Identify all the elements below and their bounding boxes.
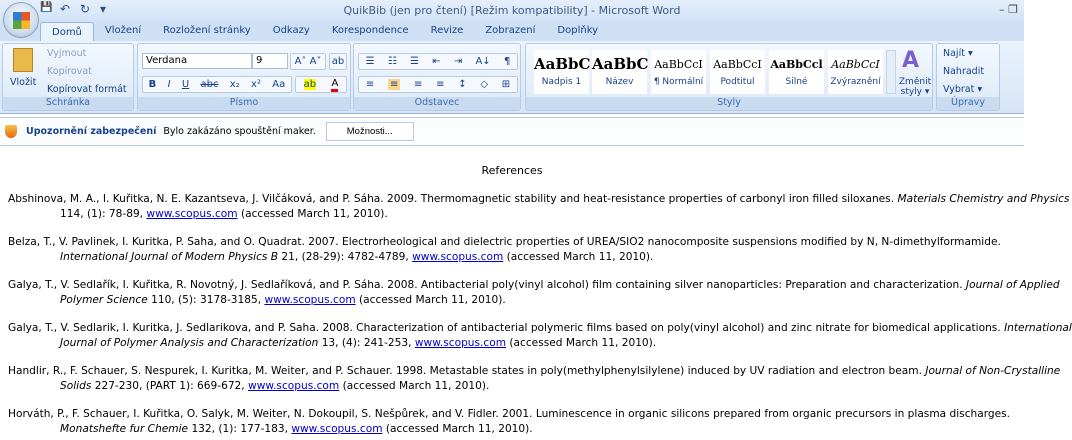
style-preview: AaBbC [592, 55, 649, 73]
paste-button[interactable]: Vložit [10, 77, 37, 88]
scopus-link[interactable]: www.scopus.com [248, 380, 340, 392]
tab-mailings[interactable]: Korespondence [331, 25, 409, 36]
clear-formatting-button[interactable]: ab [329, 53, 347, 70]
superscript-button[interactable]: x² [251, 79, 261, 90]
undo-icon[interactable]: ↶ [60, 2, 71, 16]
accessed-date: (accessed March 11, 2010). [339, 380, 490, 392]
increase-indent-button[interactable]: ⇥ [453, 56, 463, 67]
decrease-indent-button[interactable]: ⇤ [432, 56, 441, 67]
references-heading: References [481, 164, 543, 177]
reference-entry [8, 192, 1069, 222]
reference-text: Horváth, P., F. Schauer, I. Kuřitka, O. Salyk, M. Weiter, N. Dokoupil, S. Nešpůrek, and V. Fidler. 2001. Luminescence in organic silicons prepared from organic precursors in plasma discharges. [8, 408, 1011, 420]
font-color-button[interactable]: A [331, 78, 338, 92]
journal-title: Solids [60, 380, 92, 392]
underline-button[interactable]: U [181, 79, 190, 90]
save-icon[interactable]: 💾 [40, 2, 53, 13]
window-title: QuikBib (jen pro čtení) [Režim kompatibility] - Microsoft Word [343, 4, 681, 17]
align-left-button[interactable]: ≡ [365, 79, 375, 90]
style-strong[interactable] [769, 50, 824, 94]
tab-home[interactable]: Domů [40, 22, 94, 41]
accessed-date: (accessed March 11, 2010). [355, 294, 506, 306]
accessed-date: (accessed March 11, 2010). [503, 251, 654, 263]
scopus-link[interactable]: www.scopus.com [291, 423, 383, 435]
grow-font-icon[interactable]: A˄ [294, 56, 307, 67]
journal-title: International Journal of Modern Physics B [60, 251, 279, 263]
reference-text: Belza, T., V. Pavlinek, I. Kuritka, P. Saha, and O. Quadrat. 2007. Electrorheological and dielectric properties of UREA/SIO2 nanocomposite suspensions modified by N, N-dimethylformamide. [8, 236, 1001, 248]
ribbon [0, 41, 1024, 114]
align-center-button[interactable]: ≡ [389, 79, 399, 90]
reference-line-1 [8, 407, 1010, 422]
style-name: Nadpis 1 [541, 77, 582, 87]
shield-icon [5, 125, 17, 138]
restore-button[interactable]: ❐ [1008, 3, 1018, 16]
clipboard-group-label: Schránka [3, 97, 133, 110]
clipboard-group [2, 43, 134, 111]
paragraph-group [353, 43, 521, 111]
font-group [137, 43, 351, 111]
accessed-date: (accessed March 11, 2010). [506, 337, 657, 349]
customize-qat-icon[interactable]: ▾ [100, 2, 107, 16]
editing-group-label: Úpravy [937, 97, 999, 110]
change-styles-icon: A [902, 48, 920, 73]
tab-addins[interactable]: Doplňky [557, 25, 599, 36]
tab-insert[interactable]: Vložení [104, 25, 142, 36]
tab-references[interactable]: Odkazy [272, 25, 310, 36]
journal-title: Journal of Non-Crystalline [925, 365, 1061, 377]
ribbon-tabs [0, 21, 1024, 41]
reference-details: 110, (5): 3178-3185, [147, 294, 265, 306]
font-size-select[interactable]: 9 [252, 53, 288, 69]
style-name: Silné [785, 77, 808, 87]
show-marks-button[interactable]: ¶ [503, 56, 511, 67]
change-case-button[interactable]: Aa [272, 79, 286, 90]
document-page[interactable] [0, 148, 1072, 440]
reference-line-2 [8, 293, 1060, 308]
styles-scrollbar[interactable] [886, 50, 896, 94]
style-name: Zvýraznění [830, 77, 881, 87]
paste-icon [13, 48, 33, 72]
journal-title: Journal of Polymer Analysis and Characterization [60, 337, 319, 349]
style-title[interactable] [592, 50, 647, 94]
style-name: Podtitul [720, 77, 755, 87]
style-name: ¶ Normální [653, 77, 704, 87]
journal-title: Polymer Science [60, 294, 148, 306]
tab-view[interactable]: Zobrazení [485, 25, 536, 36]
editing-group [936, 43, 1000, 111]
reference-details: 227-230, (PART 1): 669-672, [91, 380, 249, 392]
reference-line-1 [8, 235, 1001, 250]
reference-line-1 [8, 364, 1060, 379]
reference-line-2 [8, 422, 1010, 437]
style-preview: AaBbCcI [713, 58, 762, 71]
reference-text: Galya, T., V. Sedlarik, I. Kuritka, J. Sedlarikova, and P. Saha. 2008. Characterization of antibacterial polymeric films based on poly(vinyl alcohol) and zinc nitrate for biomedical applications. [8, 322, 1005, 334]
font-format-buttons [142, 76, 292, 93]
security-warning-bar [0, 117, 1024, 146]
reference-text: Abshinova, M. A., I. Kuřitka, N. E. Kazantseva, J. Vilčáková, and P. Sáha. 2009. Thermomagnetic stability and heat-resistance properties of carbonyl iron filled siloxanes. [8, 193, 898, 205]
styles-group [525, 43, 933, 111]
sort-button[interactable]: A↓ [475, 56, 491, 67]
find-button[interactable]: Najít ▾ [943, 48, 973, 59]
reference-line-2 [8, 207, 1069, 222]
reference-entry [8, 278, 1060, 308]
style-heading1[interactable] [534, 50, 589, 94]
tab-page-layout[interactable]: Rozložení stránky [163, 25, 251, 36]
subscript-button[interactable]: x₂ [229, 79, 240, 90]
window-controls [999, 3, 1018, 16]
change-styles-button[interactable]: Změnit styly ▾ [898, 77, 932, 97]
bullets-button[interactable]: ☰ [365, 56, 375, 67]
tab-review[interactable]: Revize [430, 25, 464, 36]
grow-shrink-font-button[interactable] [290, 53, 326, 70]
scopus-link[interactable]: www.scopus.com [414, 337, 507, 349]
color-buttons [295, 76, 347, 93]
office-logo-icon [13, 12, 30, 29]
reference-entry [8, 364, 1060, 394]
security-warning-title: Upozornění zabezpečení [26, 126, 157, 137]
journal-title: Journal of Applied [965, 279, 1060, 291]
shading-button[interactable]: ◇ [480, 79, 489, 90]
format-painter-button[interactable]: Kopírovat formát [47, 84, 127, 95]
reference-line-1 [8, 321, 1072, 336]
justify-button[interactable]: ≡ [436, 79, 445, 90]
italic-button[interactable]: I [167, 79, 171, 90]
style-normal[interactable] [651, 50, 706, 94]
strikethrough-button[interactable]: abc [200, 79, 219, 90]
reference-details: 132, (1): 177-183, [188, 423, 292, 435]
line-spacing-button[interactable]: ↕ [458, 79, 467, 90]
reference-line-1 [8, 192, 1069, 207]
style-emphasis[interactable] [828, 50, 883, 94]
reference-details: 13, (4): 241-253, [318, 337, 415, 349]
accessed-date: (accessed March 11, 2010). [237, 208, 388, 220]
office-button[interactable] [3, 2, 39, 38]
reference-line-2 [8, 250, 1001, 265]
options-button[interactable]: Možnosti... [326, 122, 414, 141]
reference-text: Galya, T., V. Sedlařík, I. Kuřitka, R. Novotný, J. Sedlaříková, and P. Sáha. 2008. Antibacterial poly(vinyl alcohol) film containing silver nanoparticles: Preparation and characterization. [8, 279, 966, 291]
replace-button[interactable]: Nahradit [943, 66, 985, 77]
font-group-label: Písmo [138, 97, 350, 110]
journal-title: International [1004, 322, 1072, 334]
minimize-button[interactable]: – [999, 3, 1005, 16]
cut-button[interactable]: Vyjmout [47, 48, 87, 59]
highlight-button[interactable]: ab [303, 79, 317, 90]
reference-details: 21, (28-29): 4782-4789, [278, 251, 413, 263]
security-warning-message: Bylo zakázáno spouštění maker. [163, 126, 316, 137]
align-right-button[interactable]: ≡ [414, 79, 423, 90]
reference-entry [8, 321, 1072, 351]
bold-button[interactable]: B [148, 79, 157, 90]
scopus-link[interactable]: www.scopus.com [412, 251, 504, 263]
align-buttons [358, 76, 518, 93]
font-name-select[interactable]: Verdana [142, 53, 252, 69]
style-subtitle[interactable] [710, 50, 765, 94]
redo-icon[interactable]: ↻ [80, 2, 91, 16]
reference-entry [8, 235, 1001, 265]
reference-details: 114, (1): 78-89, [60, 208, 147, 220]
accessed-date: (accessed March 11, 2010). [382, 423, 533, 435]
reference-text: Handlir, R., F. Schauer, S. Nespurek, I. Kuritka, M. Weiter, and P. Schauer. 1998. Metastable states in poly(methylphenylsilylene) induced by UV radiation and electron beam. [8, 365, 926, 377]
title-bar [0, 0, 1024, 21]
multilevel-list-button[interactable]: ☰ [410, 56, 419, 67]
paragraph-group-label: Odstavec [354, 97, 520, 110]
reference-entry [8, 407, 1010, 437]
reference-line-2 [8, 336, 1072, 351]
copy-button[interactable]: Kopírovat [47, 66, 92, 77]
journal-title: Monatshefte fur Chemie [60, 423, 189, 435]
style-preview: AaBbCcI [831, 58, 880, 71]
select-button[interactable]: Vybrat ▾ [943, 84, 983, 95]
styles-group-label: Styly [526, 97, 932, 110]
numbering-button[interactable]: ☷ [387, 56, 397, 67]
style-preview: AaBbC [534, 55, 591, 73]
scopus-link[interactable]: www.scopus.com [146, 208, 238, 220]
borders-button[interactable]: ⊞ [501, 79, 511, 90]
list-buttons [358, 53, 518, 70]
shrink-font-icon[interactable]: A˅ [309, 56, 322, 67]
style-preview: AaBbCcI [654, 58, 703, 71]
style-preview: AaBbCcl [770, 58, 823, 71]
quick-access-toolbar [40, 2, 114, 16]
journal-title: Materials Chemistry and Physics [897, 193, 1070, 205]
style-name: Název [605, 77, 634, 87]
reference-line-2 [8, 379, 1060, 394]
scopus-link[interactable]: www.scopus.com [264, 294, 356, 306]
reference-line-1 [8, 278, 1060, 293]
